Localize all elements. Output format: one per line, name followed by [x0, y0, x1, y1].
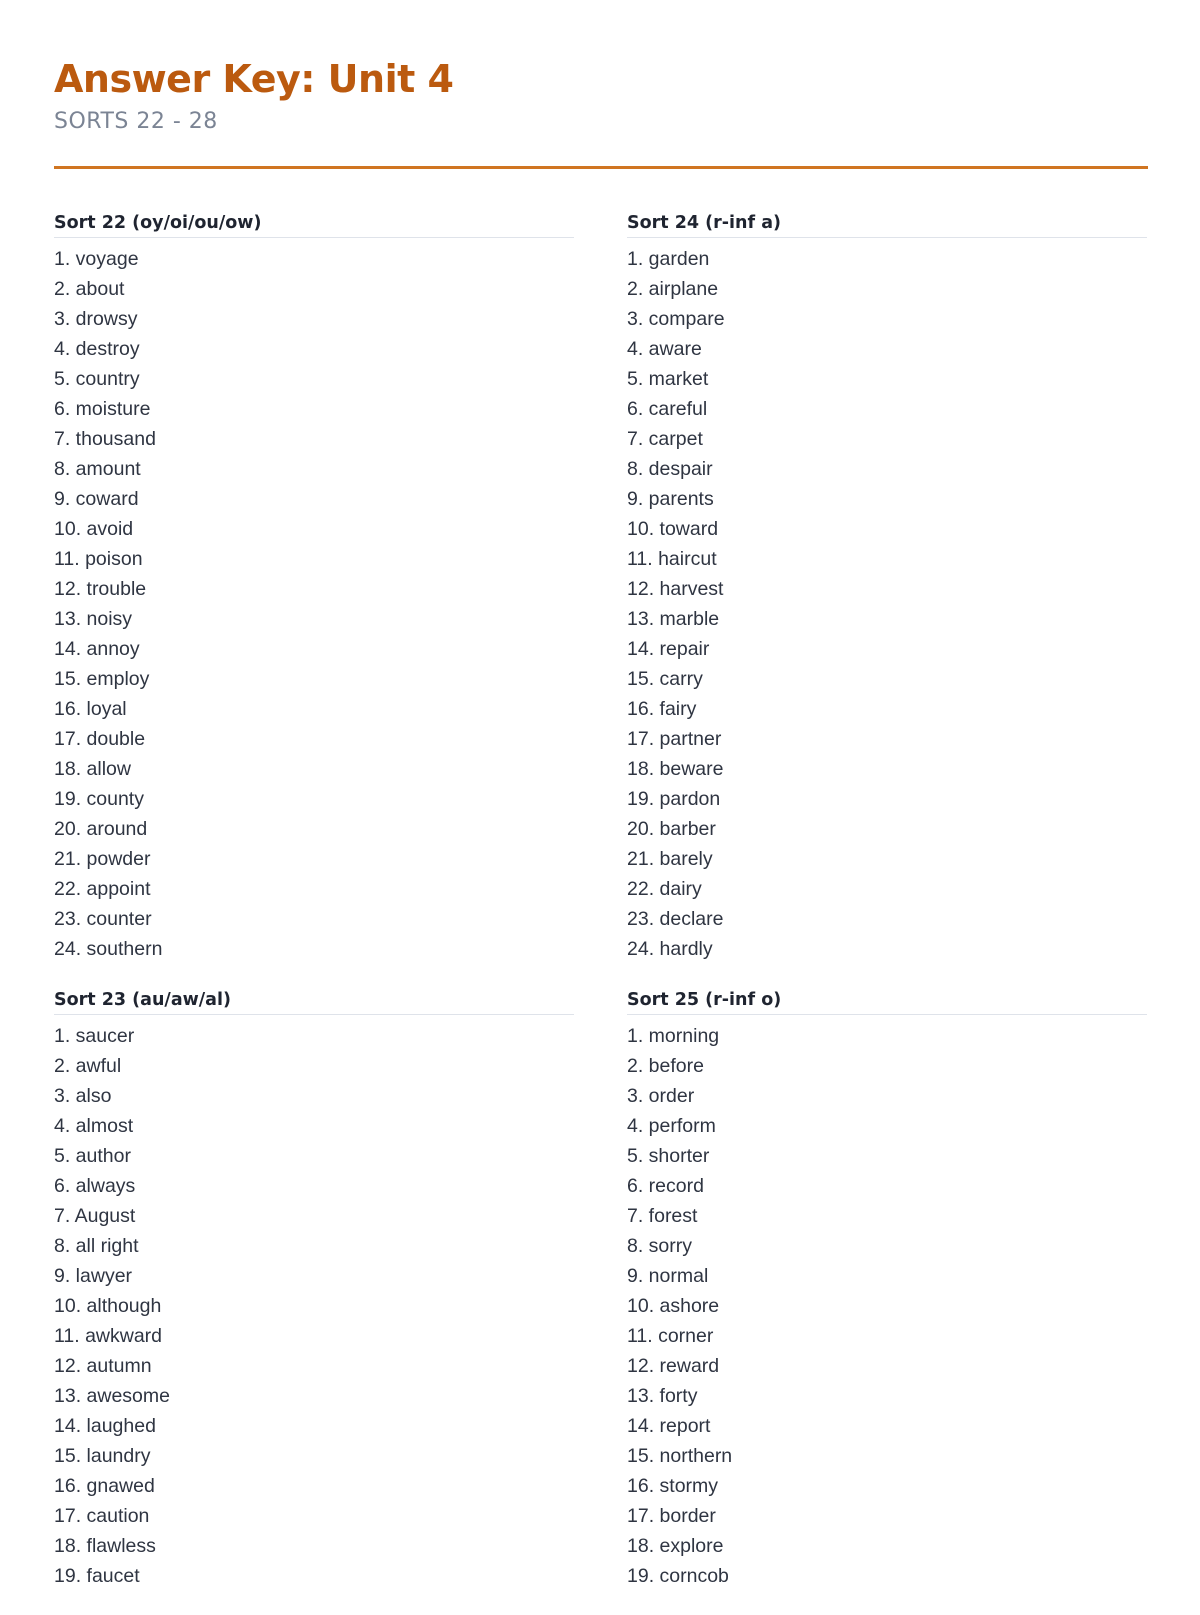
- sort-22-word-list: [54, 244, 574, 964]
- word-item: 2. before: [627, 1055, 704, 1077]
- word-item: 19. county: [54, 788, 144, 810]
- word-item: 7. carpet: [627, 428, 703, 450]
- word-item: 16. gnawed: [54, 1475, 155, 1497]
- word-item: 23. declare: [627, 908, 724, 930]
- sort-23-word-list: [54, 1021, 574, 1591]
- word-item: 5. author: [54, 1145, 131, 1167]
- word-item: 14. annoy: [54, 638, 140, 660]
- word-item: 19. faucet: [54, 1565, 140, 1587]
- word-item: 1. garden: [627, 248, 710, 270]
- word-item: 16. fairy: [627, 698, 697, 720]
- word-item: 3. compare: [627, 308, 725, 330]
- word-item: 2. awful: [54, 1055, 122, 1077]
- left-column: [54, 211, 574, 1615]
- word-item: 3. drowsy: [54, 308, 138, 330]
- word-item: 4. perform: [627, 1115, 716, 1137]
- header-divider: [54, 166, 1148, 169]
- word-item: 3. also: [54, 1085, 112, 1107]
- word-item: 4. destroy: [54, 338, 140, 360]
- word-item: 20. barber: [627, 818, 716, 840]
- sort-24-title: Sort 24 (r-inf a): [627, 211, 1147, 238]
- sort-25-title: Sort 25 (r-inf o): [627, 988, 1147, 1015]
- word-item: 1. voyage: [54, 248, 139, 270]
- word-item: 5. country: [54, 368, 140, 390]
- word-item: 2. airplane: [627, 278, 719, 300]
- word-item: 22. appoint: [54, 878, 151, 900]
- sort-23-title: Sort 23 (au/aw/al): [54, 988, 574, 1015]
- word-item: 14. repair: [627, 638, 710, 660]
- word-item: 3. order: [627, 1085, 695, 1107]
- word-item: 13. forty: [627, 1385, 698, 1407]
- word-item: 16. stormy: [627, 1475, 719, 1497]
- word-item: 15. employ: [54, 668, 150, 690]
- word-item: 19. corncob: [627, 1565, 729, 1587]
- word-item: 5. market: [627, 368, 709, 390]
- word-item: 4. almost: [54, 1115, 134, 1137]
- word-item: 24. southern: [54, 938, 163, 960]
- word-item: 20. around: [54, 818, 148, 840]
- word-item: 12. autumn: [54, 1355, 152, 1377]
- word-item: 23. counter: [54, 908, 152, 930]
- word-item: 9. coward: [54, 488, 139, 510]
- word-item: 18. explore: [627, 1535, 724, 1557]
- word-item: 13. noisy: [54, 608, 133, 630]
- word-item: 10. ashore: [627, 1295, 720, 1317]
- word-item: 22. dairy: [627, 878, 702, 900]
- word-item: 21. powder: [54, 848, 151, 870]
- word-item: 17. partner: [627, 728, 722, 750]
- word-item: 11. haircut: [627, 548, 717, 570]
- word-item: 15. laundry: [54, 1445, 151, 1467]
- word-item: 8. all right: [54, 1235, 139, 1257]
- word-item: 13. awesome: [54, 1385, 170, 1407]
- word-item: 6. moisture: [54, 398, 151, 420]
- word-item: 14. report: [627, 1415, 711, 1437]
- word-item: 12. trouble: [54, 578, 147, 600]
- word-item: 4. aware: [627, 338, 702, 360]
- sort-25-section: [627, 988, 1147, 1591]
- page-subtitle: SORTS 22 - 28: [54, 109, 218, 134]
- word-item: 8. despair: [627, 458, 713, 480]
- word-item: 9. lawyer: [54, 1265, 133, 1287]
- word-item: 5. shorter: [627, 1145, 710, 1167]
- word-item: 8. amount: [54, 458, 141, 480]
- word-item: 18. flawless: [54, 1535, 156, 1557]
- word-item: 17. caution: [54, 1505, 150, 1527]
- word-item: 9. normal: [627, 1265, 709, 1287]
- word-item: 11. corner: [627, 1325, 714, 1347]
- word-item: 12. reward: [627, 1355, 720, 1377]
- word-item: 9. parents: [627, 488, 714, 510]
- word-item: 7. thousand: [54, 428, 156, 450]
- word-item: 11. poison: [54, 548, 143, 570]
- sort-22-title: Sort 22 (oy/oi/ou/ow): [54, 211, 574, 238]
- sort-25-word-list: [627, 1021, 1147, 1591]
- right-column: [627, 211, 1147, 1615]
- word-item: 6. always: [54, 1175, 136, 1197]
- word-item: 12. harvest: [627, 578, 724, 600]
- word-item: 18. beware: [627, 758, 724, 780]
- word-item: 21. barely: [627, 848, 713, 870]
- word-item: 13. marble: [627, 608, 720, 630]
- word-item: 16. loyal: [54, 698, 127, 720]
- word-item: 18. allow: [54, 758, 131, 780]
- word-item: 15. carry: [627, 668, 703, 690]
- word-item: 1. morning: [627, 1025, 720, 1047]
- word-item: 1. saucer: [54, 1025, 135, 1047]
- sort-22-section: [54, 211, 574, 964]
- word-item: 6. careful: [627, 398, 708, 420]
- word-item: 10. although: [54, 1295, 162, 1317]
- word-item: 10. avoid: [54, 518, 134, 540]
- sort-24-section: [627, 211, 1147, 964]
- answer-key-page: [54, 0, 1148, 1600]
- word-item: 10. toward: [627, 518, 719, 540]
- word-item: 7. August: [54, 1205, 136, 1227]
- word-item: 24. hardly: [627, 938, 713, 960]
- page-title: Answer Key: Unit 4: [54, 57, 454, 101]
- word-item: 8. sorry: [627, 1235, 693, 1257]
- word-item: 2. about: [54, 278, 125, 300]
- word-item: 7. forest: [627, 1205, 698, 1227]
- word-item: 15. northern: [627, 1445, 733, 1467]
- word-item: 6. record: [627, 1175, 704, 1197]
- word-item: 17. border: [627, 1505, 716, 1527]
- word-item: 11. awkward: [54, 1325, 163, 1347]
- word-item: 17. double: [54, 728, 146, 750]
- sort-24-word-list: [627, 244, 1147, 964]
- sort-23-section: [54, 988, 574, 1591]
- word-item: 19. pardon: [627, 788, 721, 810]
- word-item: 14. laughed: [54, 1415, 156, 1437]
